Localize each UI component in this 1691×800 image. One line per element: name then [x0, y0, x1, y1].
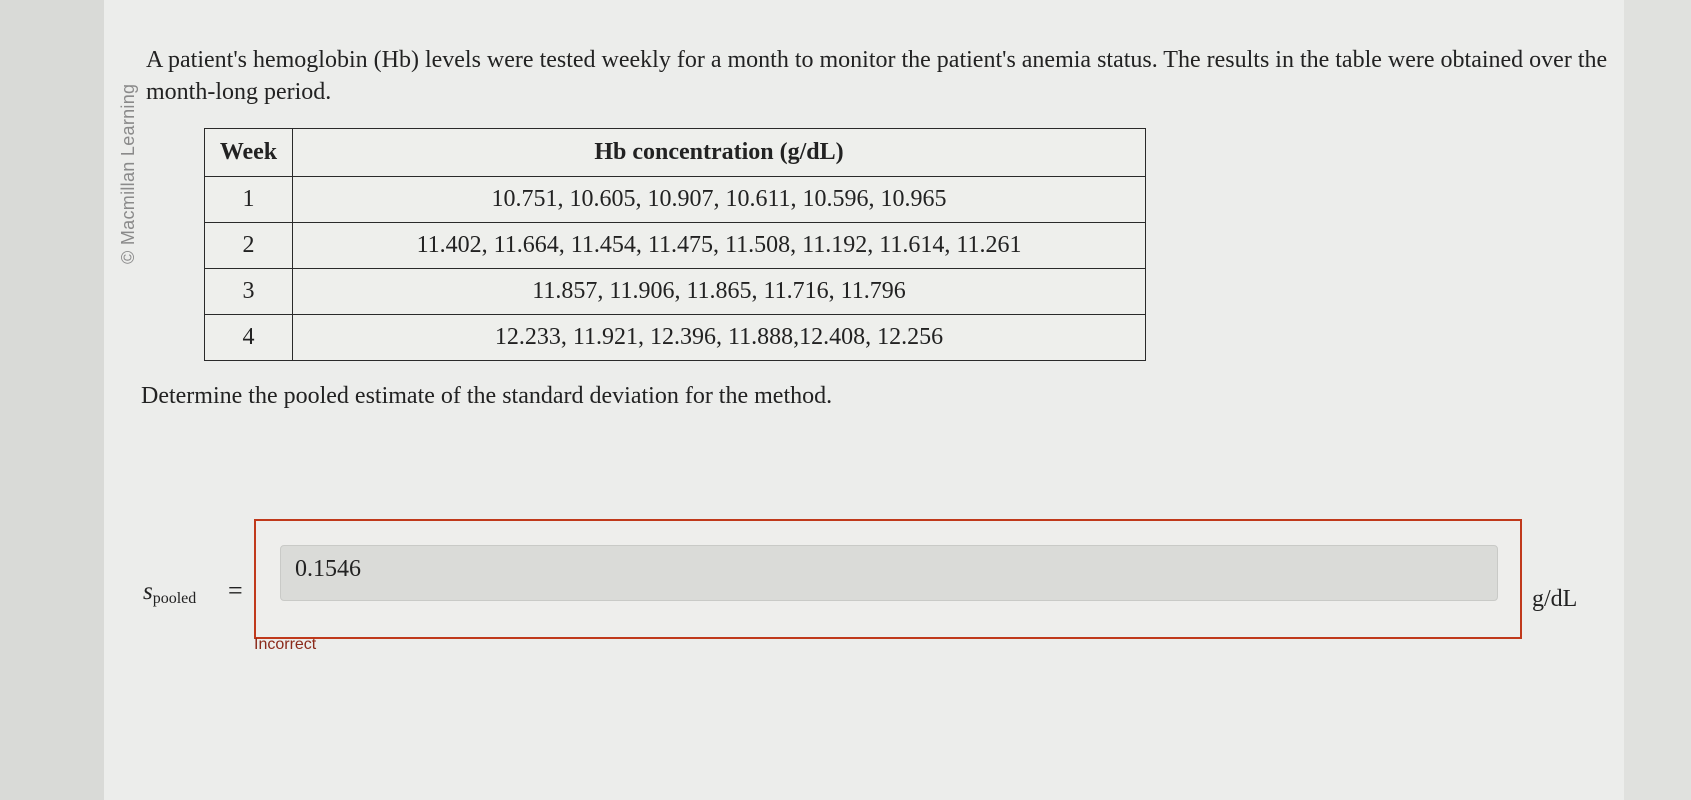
answer-box [254, 519, 1522, 639]
table-row [205, 177, 1146, 223]
hb-values-cell: 10.751, 10.605, 10.907, 10.611, 10.596, 10.965 [293, 177, 1146, 223]
table-row [205, 315, 1146, 361]
hb-values-cell: 12.233, 11.921, 12.396, 11.888,12.408, 12.256 [293, 315, 1146, 361]
week-cell: 1 [205, 177, 293, 223]
answer-variable-label [143, 578, 196, 608]
week-cell: 2 [205, 223, 293, 269]
answer-subscript: pooled [152, 590, 197, 607]
table-row [205, 269, 1146, 315]
hb-data-table [204, 128, 1146, 361]
answer-symbol: s [143, 578, 153, 605]
week-cell: 3 [205, 269, 293, 315]
week-cell: 4 [205, 315, 293, 361]
hb-values-cell: 11.857, 11.906, 11.865, 11.716, 11.796 [293, 269, 1146, 315]
answer-unit: g/dL [1532, 586, 1578, 612]
copyright-notice: © Macmillan Learning [118, 83, 138, 264]
answer-status: Incorrect [254, 636, 317, 653]
table-row [205, 223, 1146, 269]
answer-input[interactable]: 0.1546 [280, 545, 1498, 601]
column-header-hb: Hb concentration (g/dL) [293, 129, 1146, 177]
column-header-week: Week [205, 129, 293, 177]
question-prompt: Determine the pooled estimate of the standard deviation for the method. [141, 383, 833, 409]
table-header-row [205, 129, 1146, 177]
equals-sign: = [228, 576, 243, 605]
page-margin [1624, 0, 1691, 800]
hb-values-cell: 11.402, 11.664, 11.454, 11.475, 11.508, 11.192, 11.614, 11.261 [293, 223, 1146, 269]
question-text: A patient's hemoglobin (Hb) levels were tested weekly for a month to monitor the patient's anemia status. The results in the table were obtained over the month-long period. [146, 47, 1608, 105]
